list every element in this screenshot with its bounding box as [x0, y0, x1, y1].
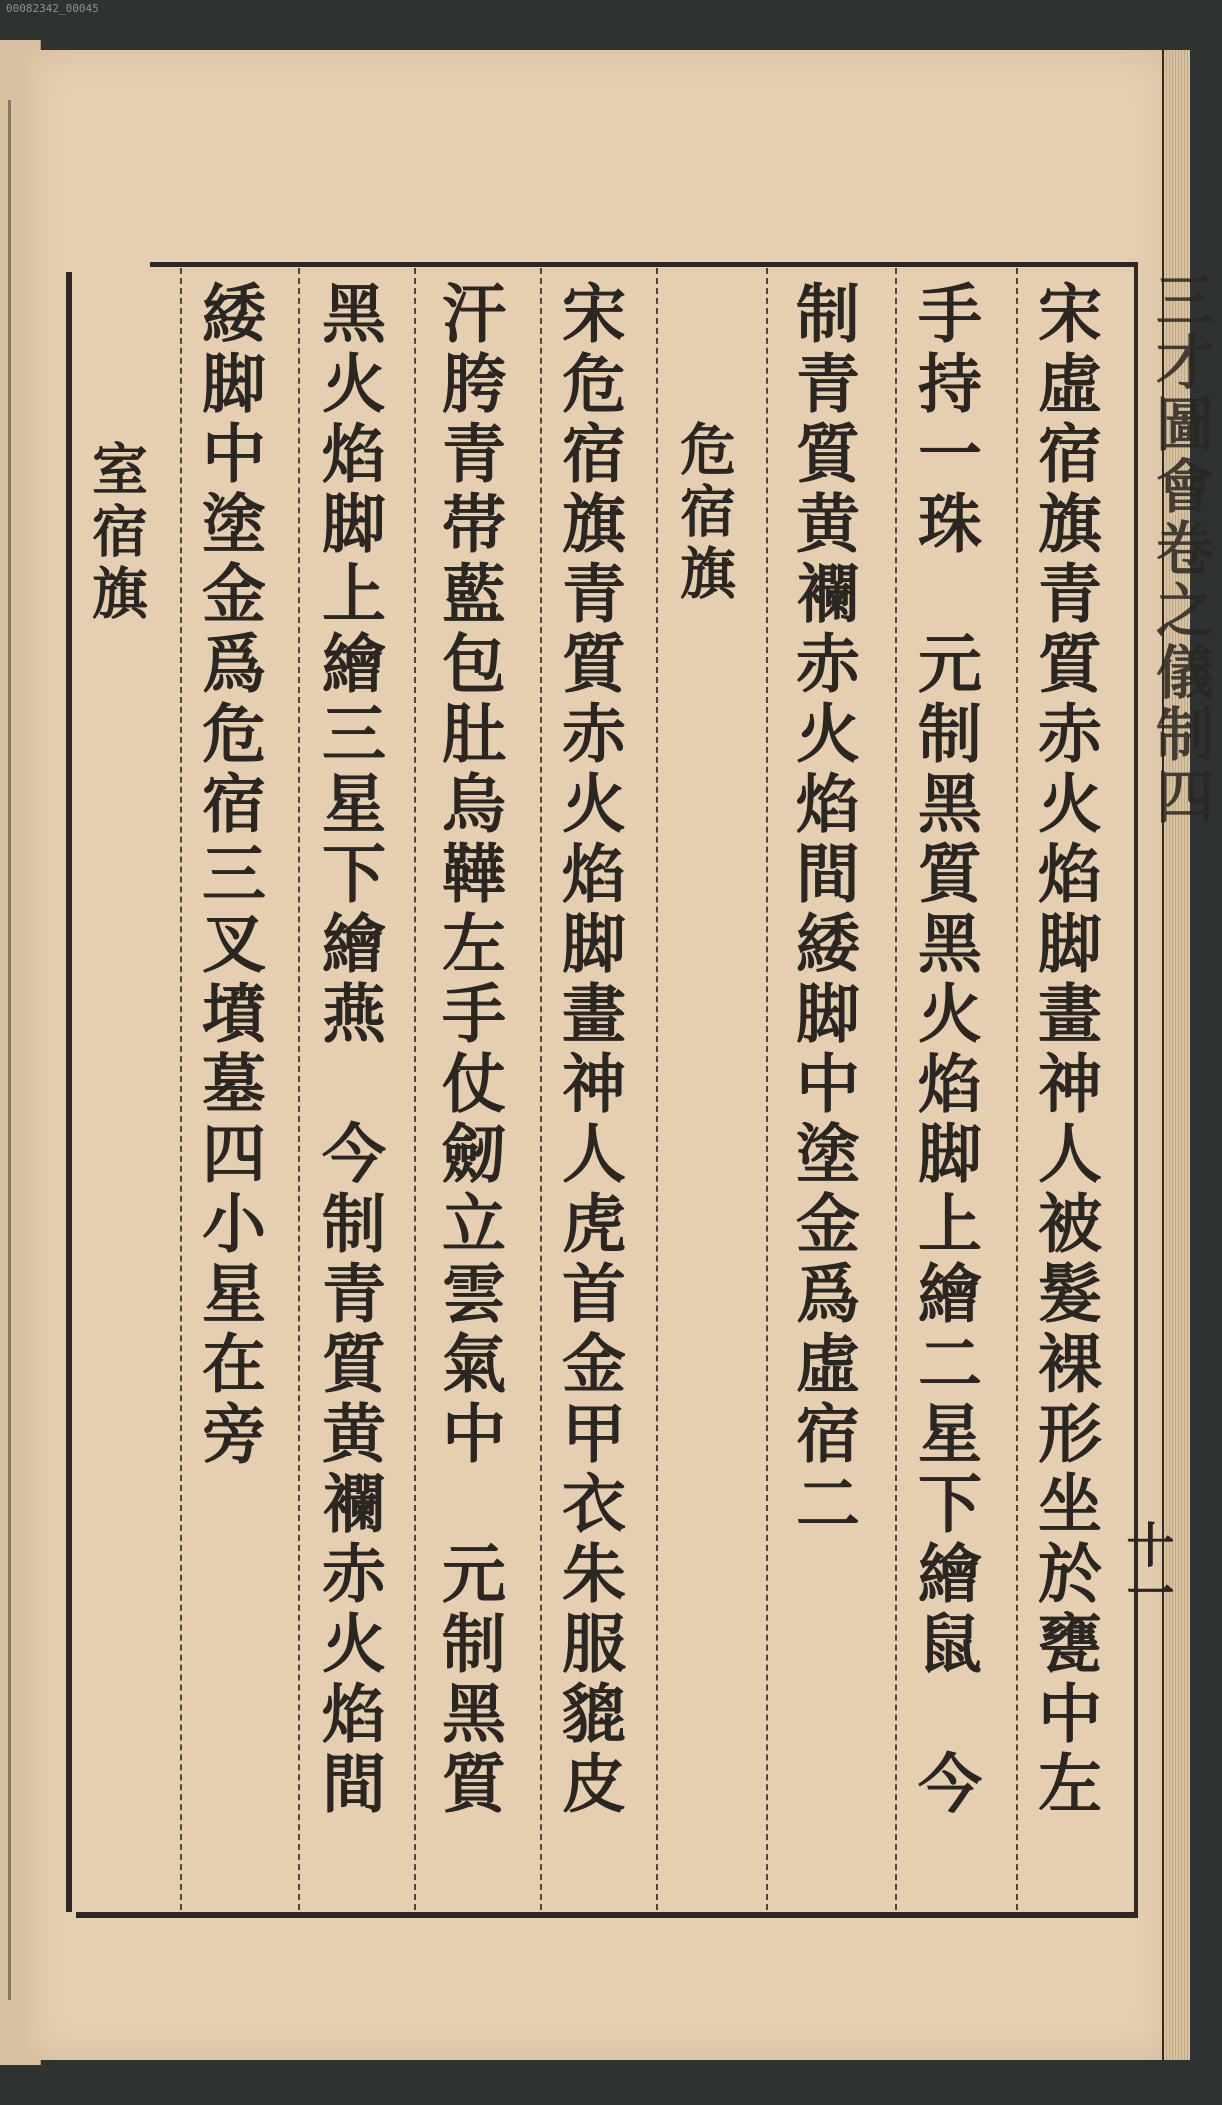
column-rule: [1016, 268, 1018, 1910]
column-rule: [414, 268, 416, 1910]
column-rule: [298, 268, 300, 1910]
text-column-5: 宋危宿旗青質赤火焰脚畫神人虎首金甲衣朱服貔皮: [551, 280, 626, 1820]
scan-id: 00082342_00045: [6, 2, 99, 15]
text-column-8: 緌脚中塗金爲危宿三叉墳墓四小星在旁: [191, 280, 266, 1470]
column-rule: [766, 268, 768, 1910]
running-title: 三才圖會卷之儀制四: [1146, 270, 1214, 828]
column-rule: [180, 268, 182, 1910]
folio-number: 十一: [1118, 1520, 1174, 1616]
heading-shisu-flag: 室宿旗: [83, 440, 149, 626]
text-column-7: 黑火焰脚上繪三星下繪燕 今制青質黄襴赤火焰間: [311, 280, 386, 1820]
frame-top-border: [150, 262, 1138, 267]
text-column-1: 宋虛宿旗青質赤火焰脚畫神人被髮裸形坐於甕中左: [1027, 280, 1102, 1820]
column-rule: [540, 268, 542, 1910]
column-rule: [895, 268, 897, 1910]
frame-left-border: [66, 272, 72, 1912]
column-rule: [656, 268, 658, 1910]
text-column-6: 汗胯青帯藍包肚烏鞾左手仗劒立雲氣中 元制黑質: [431, 280, 506, 1820]
heading-weisu-flag: 危宿旗: [671, 420, 737, 606]
text-column-2: 手持一珠 元制黑質黑火焰脚上繪二星下繪鼠 今: [907, 280, 982, 1820]
text-column-3: 制青質黄襴赤火焰間緌脚中塗金爲虛宿二: [785, 280, 860, 1540]
frame-bottom-border: [76, 1912, 1138, 1918]
